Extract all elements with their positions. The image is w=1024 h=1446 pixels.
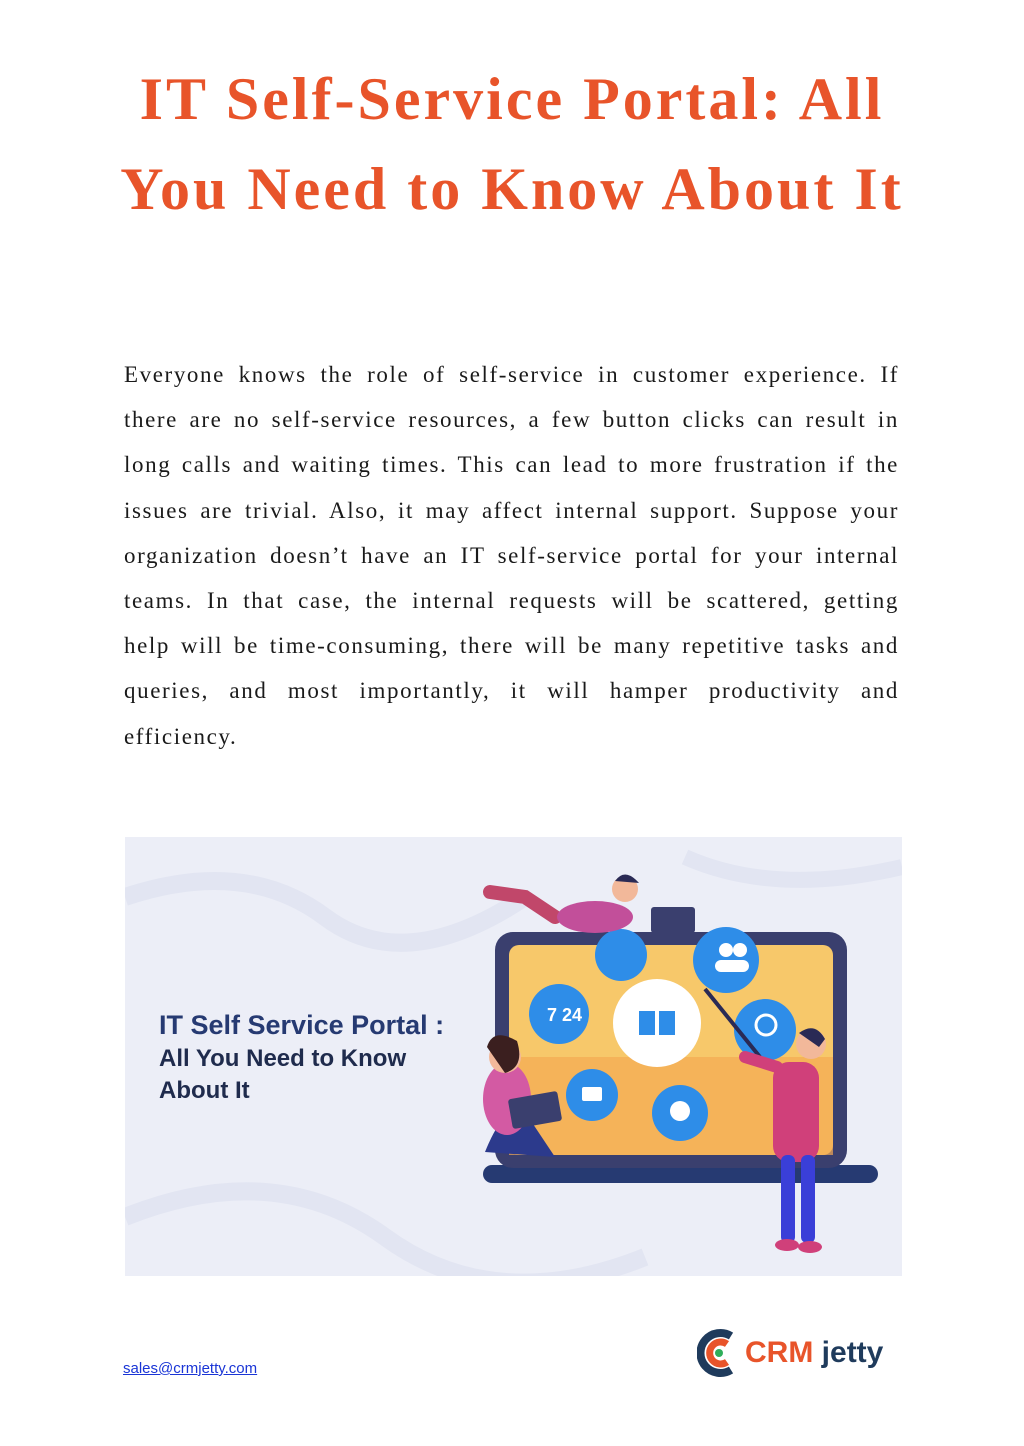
logo-jetty: jetty — [821, 1336, 884, 1369]
banner-title: IT Self Service Portal : — [159, 1010, 445, 1040]
analytics-icon — [595, 929, 647, 981]
presenter-legs — [781, 1155, 795, 1243]
presenter-body — [773, 1062, 819, 1162]
small-laptop — [651, 907, 695, 933]
intro-paragraph: Everyone knows the role of self-service in customer experience. If there are no self-service resources, a few button clicks can result in long calls and waiting times. This can lead to more frustration if the issues are trivial. Also, it may affect internal support. Suppose your organization doesn’t have an IT self-service portal for your internal teams. In that case, the internal requests will be scattered, getting help will be time-consuming, there will be many repetitive tasks and queries, and most importantly, it will hamper productivity and efficiency. — [124, 362, 899, 749]
crmjetty-logo — [697, 1326, 897, 1382]
page-title: IT Self-Service Portal: All You Need to Know About It — [120, 66, 904, 222]
sales-email-link[interactable]: sales@crmjetty.com — [123, 1360, 258, 1377]
crmjetty-logo-mark-icon — [697, 1328, 741, 1378]
knowledge-base-icon — [613, 979, 701, 1067]
banner-subtitle-line2: About It — [159, 1077, 250, 1104]
clock-numbers: 7 24 — [547, 1005, 583, 1025]
logo-crm: CRM — [745, 1336, 814, 1369]
banner-subtitle-line1: All You Need to Know — [159, 1045, 407, 1072]
person-lying-body — [557, 901, 633, 933]
banner-caption — [159, 1007, 499, 1107]
logo-wordmark — [745, 1336, 883, 1370]
hero-banner-image — [125, 837, 902, 1276]
